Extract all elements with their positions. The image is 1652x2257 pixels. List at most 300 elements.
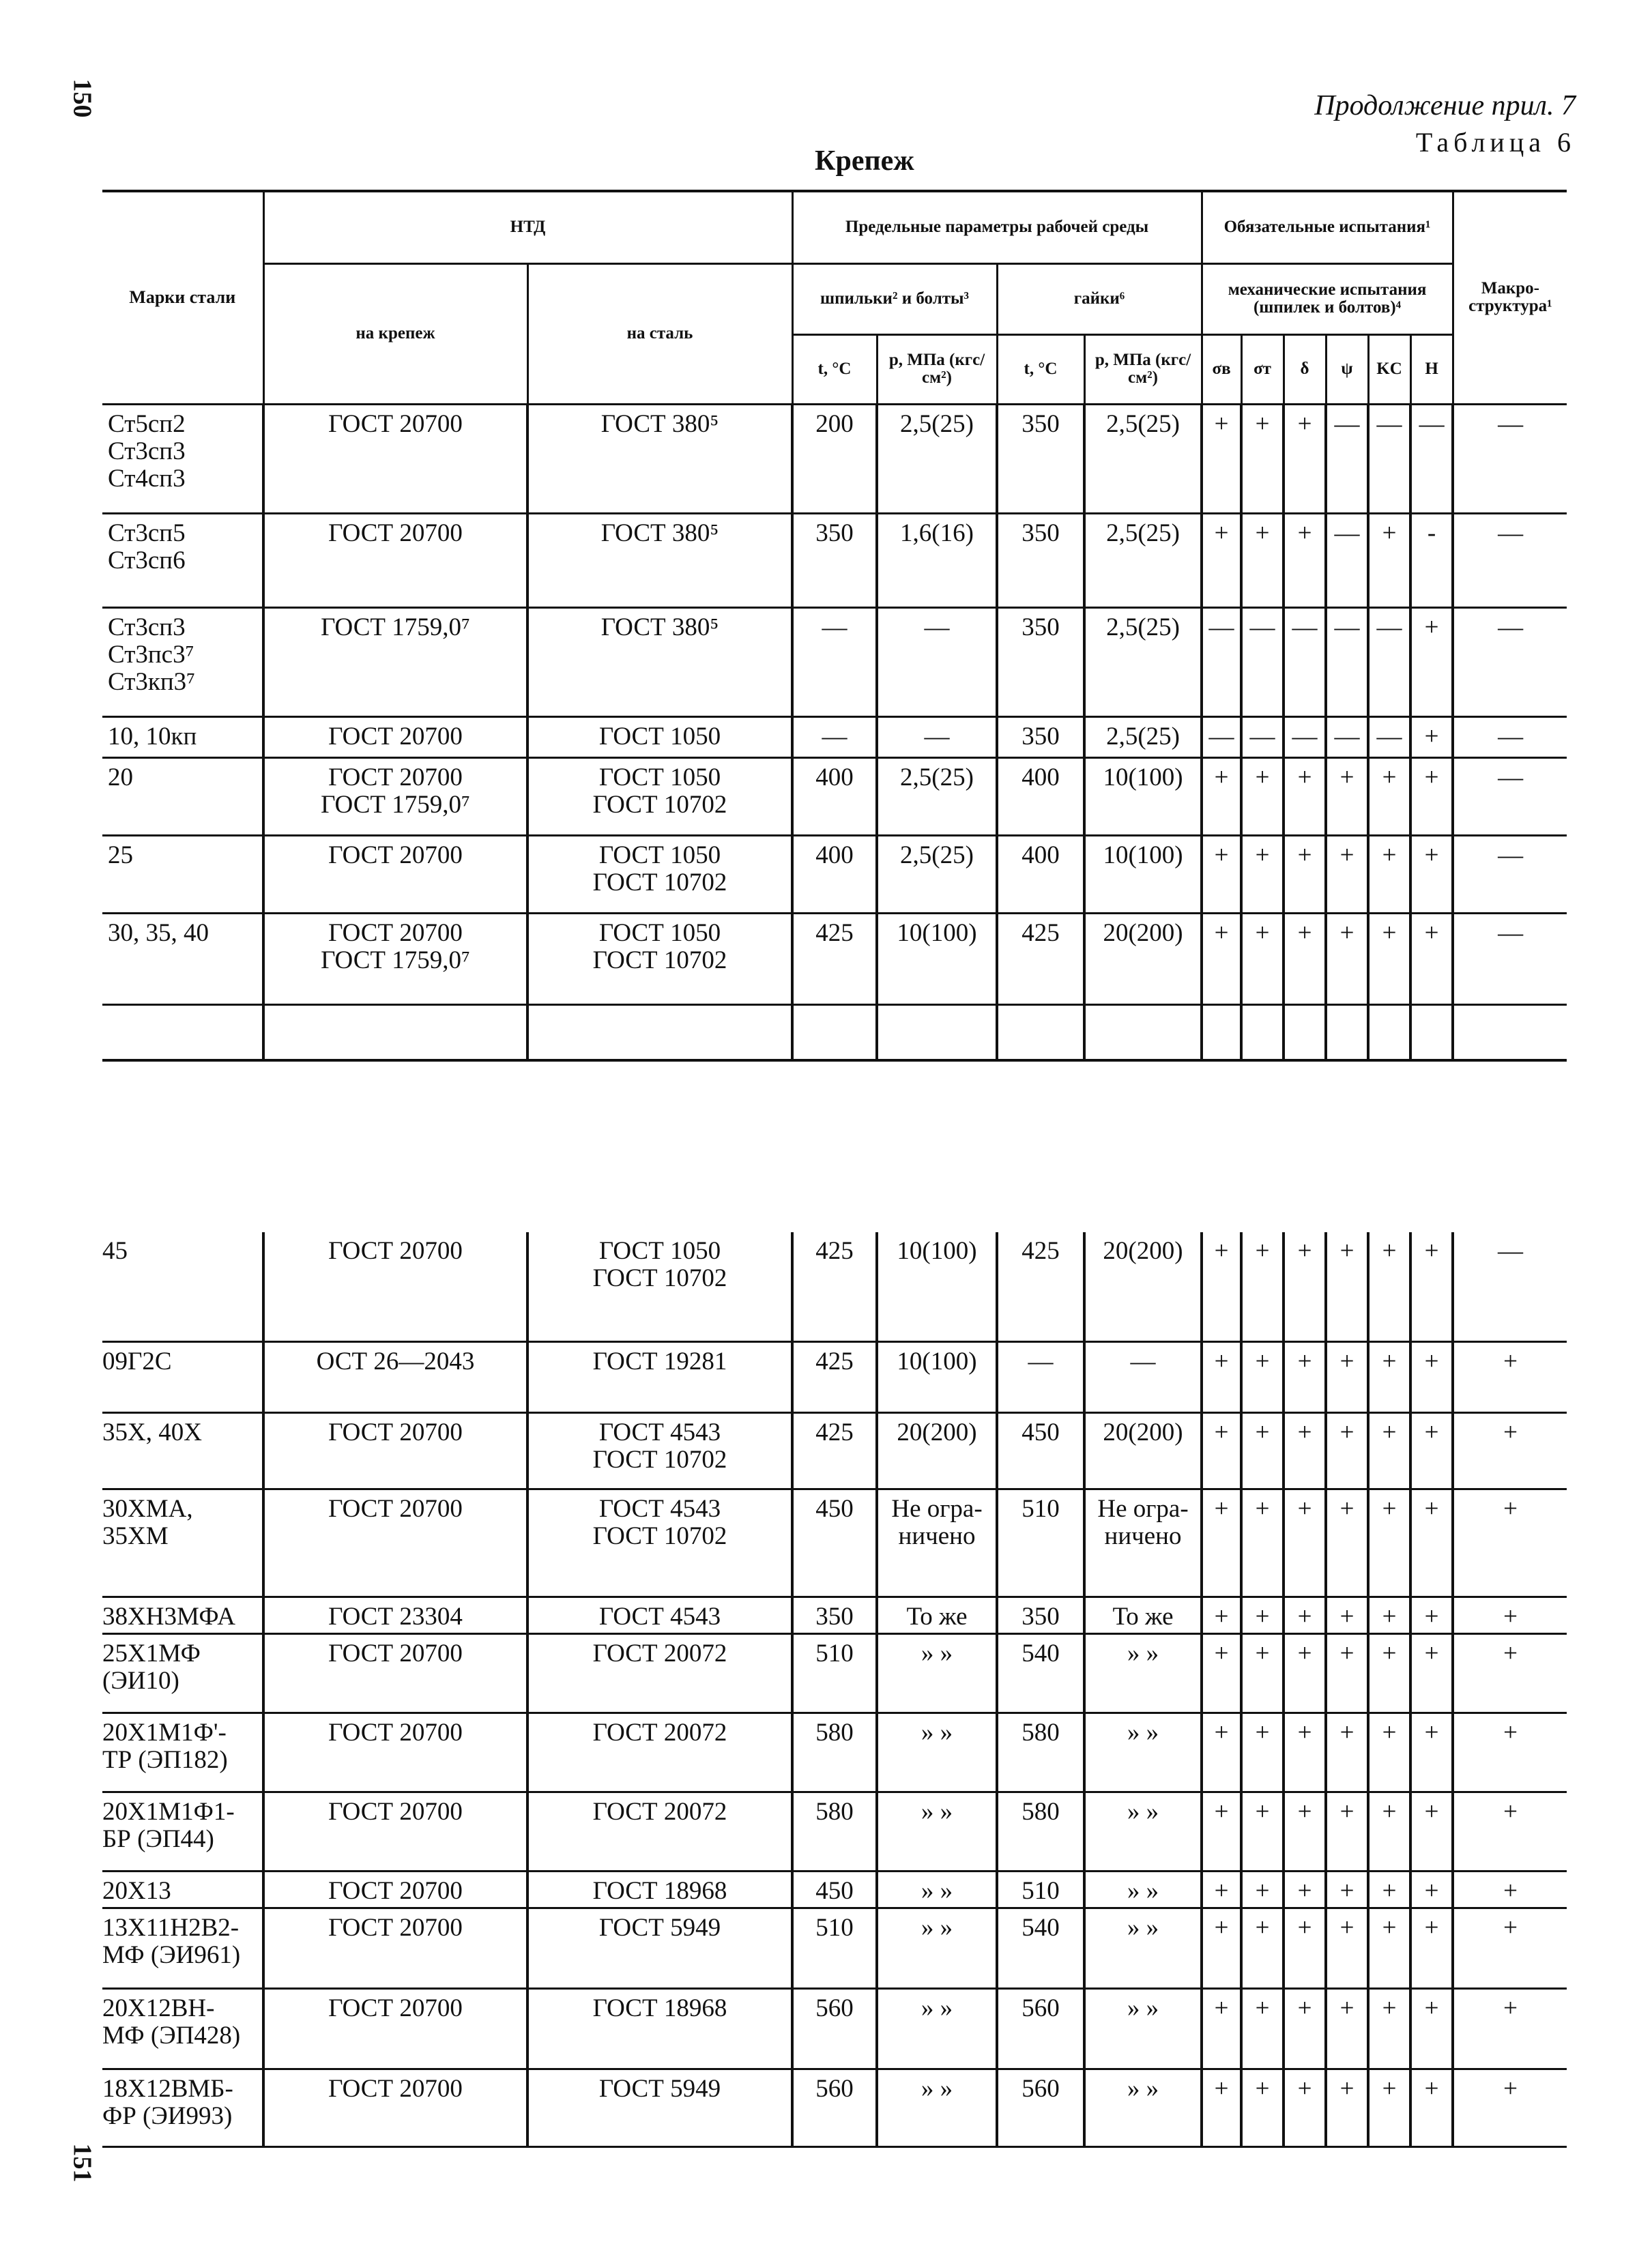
cell-t-nuts: 580 <box>997 1792 1084 1871</box>
cell-sigma-t: + <box>1241 1713 1284 1792</box>
cell-psi: — <box>1326 607 1368 716</box>
table-row <box>102 1633 1567 1713</box>
cell-t-nuts: 510 <box>997 1871 1084 1908</box>
cell-macro: — <box>1453 513 1567 607</box>
cell-delta: — <box>1284 716 1326 757</box>
cell-sigma-b: + <box>1202 1232 1241 1341</box>
cell-p-nuts: То же <box>1084 1597 1202 1633</box>
cell-macro: + <box>1453 1988 1567 2069</box>
continuation-cell <box>1368 1004 1410 1060</box>
cell-sigma-t: + <box>1241 1489 1284 1597</box>
cell-t-studs: 350 <box>792 513 877 607</box>
cell-t-nuts: 540 <box>997 1908 1084 1988</box>
table-row <box>102 835 1567 913</box>
continuation-cell <box>792 1004 877 1060</box>
cell-t-nuts: 450 <box>997 1412 1084 1489</box>
cell-macro: + <box>1453 1412 1567 1489</box>
table-row <box>102 1489 1567 1597</box>
cell-sigma-b: + <box>1202 1489 1241 1597</box>
cell-p-studs: 20(200) <box>877 1412 997 1489</box>
cell-sigma-t: + <box>1241 1792 1284 1871</box>
cell-p-studs: 10(100) <box>877 913 997 1004</box>
col-p-nuts-header: p, МПа (кгс/см²) <box>1084 334 1202 404</box>
table-caption <box>1314 87 1576 161</box>
cell-ntd-steel: ГОСТ 4543 ГОСТ 10702 <box>527 1412 792 1489</box>
cell-t-studs: 560 <box>792 1988 877 2069</box>
cell-h: + <box>1410 716 1453 757</box>
cell-macro: — <box>1453 404 1567 513</box>
cell-p-nuts: » » <box>1084 1792 1202 1871</box>
continuation-cell <box>1453 1004 1567 1060</box>
cell-delta: + <box>1284 1597 1326 1633</box>
cell-grade: 30ХМА, 35ХМ <box>102 1489 263 1597</box>
cell-t-studs: 580 <box>792 1713 877 1792</box>
cell-sigma-b: + <box>1202 1597 1241 1633</box>
cell-sigma-t: + <box>1241 404 1284 513</box>
col-ntd-steel-header: на сталь <box>527 263 792 404</box>
cell-kc: + <box>1368 1871 1410 1908</box>
cell-h: + <box>1410 1871 1453 1908</box>
cell-p-studs: » » <box>877 1988 997 2069</box>
cell-t-nuts: 350 <box>997 716 1084 757</box>
cell-sigma-t: + <box>1241 2069 1284 2146</box>
cell-p-studs: — <box>877 716 997 757</box>
cell-grade: Ст3сп3 Ст3пс3⁷ Ст3кп3⁷ <box>102 607 263 716</box>
cell-p-nuts: 2,5(25) <box>1084 404 1202 513</box>
col-tests-header: Обязательные испытания¹ <box>1202 191 1453 263</box>
cell-sigma-b: — <box>1202 716 1241 757</box>
cell-sigma-b: + <box>1202 1633 1241 1713</box>
cell-kc: + <box>1368 2069 1410 2146</box>
cell-p-nuts: 2,5(25) <box>1084 607 1202 716</box>
cell-t-studs: 425 <box>792 1232 877 1341</box>
cell-ntd-fastener: ГОСТ 20700 <box>263 513 527 607</box>
cell-ntd-fastener: ГОСТ 20700 <box>263 1908 527 1988</box>
cell-macro: + <box>1453 1489 1567 1597</box>
cell-ntd-steel: ГОСТ 380⁵ <box>527 513 792 607</box>
cell-kc: + <box>1368 1341 1410 1412</box>
cell-sigma-t: + <box>1241 1341 1284 1412</box>
col-sigma-t-header: σт <box>1241 334 1284 404</box>
page-number-top: 150 <box>68 78 97 118</box>
cell-sigma-t: + <box>1241 1597 1284 1633</box>
cell-grade: 38ХН3МФА <box>102 1597 263 1633</box>
cell-h: + <box>1410 2069 1453 2146</box>
col-delta-header: δ <box>1284 334 1326 404</box>
cell-p-studs: » » <box>877 1908 997 1988</box>
cell-sigma-t: + <box>1241 513 1284 607</box>
cell-macro: — <box>1453 835 1567 913</box>
table-row <box>102 716 1567 757</box>
cell-psi: + <box>1326 1633 1368 1713</box>
col-h-header: H <box>1410 334 1453 404</box>
cell-ntd-steel: ГОСТ 18968 <box>527 1871 792 1908</box>
cell-t-studs: 425 <box>792 1412 877 1489</box>
cell-ntd-steel: ГОСТ 19281 <box>527 1341 792 1412</box>
table-row <box>102 913 1567 1004</box>
cell-delta: — <box>1284 607 1326 716</box>
cell-p-nuts: 2,5(25) <box>1084 513 1202 607</box>
cell-sigma-b: + <box>1202 913 1241 1004</box>
cell-macro: + <box>1453 1908 1567 1988</box>
cell-h: + <box>1410 1412 1453 1489</box>
cell-p-studs: 10(100) <box>877 1232 997 1341</box>
cell-ntd-fastener: ГОСТ 20700 <box>263 1871 527 1908</box>
cell-macro: + <box>1453 1341 1567 1412</box>
cell-psi: + <box>1326 1988 1368 2069</box>
cell-ntd-fastener: ОСТ 26—2043 <box>263 1341 527 1412</box>
cell-grade: 35Х, 40Х <box>102 1412 263 1489</box>
cell-psi: + <box>1326 1871 1368 1908</box>
cell-h: + <box>1410 607 1453 716</box>
cell-macro: + <box>1453 1633 1567 1713</box>
table-top-body <box>102 404 1567 1060</box>
cell-h: + <box>1410 913 1453 1004</box>
cell-grade: 20Х13 <box>102 1871 263 1908</box>
table-row <box>102 1908 1567 1988</box>
cell-sigma-t: + <box>1241 1871 1284 1908</box>
cell-grade: Ст5сп2 Ст3сп3 Ст4сп3 <box>102 404 263 513</box>
table-row <box>102 607 1567 716</box>
cell-delta: + <box>1284 1908 1326 1988</box>
continuation-note: Продолжение прил. 7 <box>1314 90 1576 121</box>
cell-t-studs: 425 <box>792 1341 877 1412</box>
cell-p-nuts: » » <box>1084 2069 1202 2146</box>
cell-t-studs: 560 <box>792 2069 877 2146</box>
cell-kc: + <box>1368 1597 1410 1633</box>
fasteners-table-top <box>102 190 1567 1062</box>
cell-psi: + <box>1326 1341 1368 1412</box>
cell-ntd-fastener: ГОСТ 20700 <box>263 1489 527 1597</box>
col-ntd-header: НТД <box>263 191 792 263</box>
cell-kc: + <box>1368 1792 1410 1871</box>
cell-ntd-steel: ГОСТ 20072 <box>527 1792 792 1871</box>
cell-t-studs: 200 <box>792 404 877 513</box>
cell-psi: + <box>1326 1232 1368 1341</box>
col-p-studs-header: p, МПа (кгс/см²) <box>877 334 997 404</box>
col-sigma-b-header: σв <box>1202 334 1241 404</box>
cell-t-studs: 425 <box>792 913 877 1004</box>
cell-ntd-fastener: ГОСТ 20700 <box>263 1792 527 1871</box>
cell-p-studs: » » <box>877 1792 997 1871</box>
cell-kc: + <box>1368 1908 1410 1988</box>
cell-ntd-fastener: ГОСТ 20700 <box>263 835 527 913</box>
cell-ntd-fastener: ГОСТ 23304 <box>263 1597 527 1633</box>
table-row <box>102 1597 1567 1633</box>
cell-p-studs: — <box>877 607 997 716</box>
cell-ntd-fastener: ГОСТ 1759,0⁷ <box>263 607 527 716</box>
cell-delta: + <box>1284 1232 1326 1341</box>
cell-delta: + <box>1284 1713 1326 1792</box>
cell-t-studs: 350 <box>792 1597 877 1633</box>
col-psi-header: ψ <box>1326 334 1368 404</box>
cell-kc: + <box>1368 513 1410 607</box>
cell-grade: 20 <box>102 757 263 835</box>
cell-ntd-steel: ГОСТ 4543 <box>527 1597 792 1633</box>
cell-grade: 25 <box>102 835 263 913</box>
cell-t-nuts: 510 <box>997 1489 1084 1597</box>
cell-delta: + <box>1284 1341 1326 1412</box>
cell-ntd-fastener: ГОСТ 20700 <box>263 2069 527 2146</box>
cell-ntd-steel: ГОСТ 380⁵ <box>527 404 792 513</box>
continuation-cell <box>263 1004 527 1060</box>
cell-ntd-steel: ГОСТ 4543 ГОСТ 10702 <box>527 1489 792 1597</box>
cell-grade: 20Х12ВН- МФ (ЭП428) <box>102 1988 263 2069</box>
cell-delta: + <box>1284 2069 1326 2146</box>
cell-t-nuts: 350 <box>997 404 1084 513</box>
cell-t-studs: — <box>792 607 877 716</box>
cell-t-nuts: — <box>997 1341 1084 1412</box>
cell-grade: 10, 10кп <box>102 716 263 757</box>
cell-ntd-fastener: ГОСТ 20700 <box>263 1633 527 1713</box>
cell-sigma-b: + <box>1202 1988 1241 2069</box>
cell-kc: + <box>1368 757 1410 835</box>
cell-t-nuts: 425 <box>997 913 1084 1004</box>
col-ntd-fastener-header: на крепеж <box>263 263 527 404</box>
table-row <box>102 1232 1567 1341</box>
cell-sigma-b: + <box>1202 1871 1241 1908</box>
cell-delta: + <box>1284 757 1326 835</box>
cell-grade: 25Х1МФ (ЭИ10) <box>102 1633 263 1713</box>
col-t-studs-header: t, °C <box>792 334 877 404</box>
cell-psi: + <box>1326 1412 1368 1489</box>
cell-p-nuts: » » <box>1084 1633 1202 1713</box>
cell-ntd-fastener: ГОСТ 20700 <box>263 716 527 757</box>
col-grade-header: Марки стали <box>102 191 263 404</box>
cell-delta: + <box>1284 1988 1326 2069</box>
cell-t-nuts: 560 <box>997 2069 1084 2146</box>
cell-delta: + <box>1284 1412 1326 1489</box>
cell-grade: 45 <box>102 1232 263 1341</box>
cell-macro: — <box>1453 913 1567 1004</box>
cell-kc: + <box>1368 1412 1410 1489</box>
cell-sigma-t: — <box>1241 607 1284 716</box>
cell-psi: — <box>1326 513 1368 607</box>
cell-p-studs: » » <box>877 2069 997 2146</box>
cell-kc: — <box>1368 404 1410 513</box>
cell-p-nuts: » » <box>1084 1908 1202 1988</box>
table-row <box>102 1412 1567 1489</box>
cell-p-nuts: Не огра- ничено <box>1084 1489 1202 1597</box>
table-row <box>102 1871 1567 1908</box>
cell-h: + <box>1410 1489 1453 1597</box>
cell-p-nuts: 10(100) <box>1084 835 1202 913</box>
cell-ntd-fastener: ГОСТ 20700 <box>263 1713 527 1792</box>
cell-ntd-steel: ГОСТ 1050 <box>527 716 792 757</box>
cell-sigma-t: + <box>1241 1232 1284 1341</box>
cell-h: + <box>1410 835 1453 913</box>
cell-sigma-t: + <box>1241 835 1284 913</box>
cell-delta: + <box>1284 1871 1326 1908</box>
cell-p-studs: » » <box>877 1713 997 1792</box>
cell-kc: + <box>1368 1713 1410 1792</box>
cell-t-nuts: 425 <box>997 1232 1084 1341</box>
cell-kc: + <box>1368 1633 1410 1713</box>
cell-p-studs: 2,5(25) <box>877 835 997 913</box>
cell-p-nuts: 2,5(25) <box>1084 716 1202 757</box>
table-row <box>102 1341 1567 1412</box>
cell-kc: — <box>1368 607 1410 716</box>
cell-macro: — <box>1453 757 1567 835</box>
cell-ntd-fastener: ГОСТ 20700 ГОСТ 1759,0⁷ <box>263 913 527 1004</box>
table-row <box>102 757 1567 835</box>
cell-p-studs: » » <box>877 1871 997 1908</box>
cell-psi: + <box>1326 1489 1368 1597</box>
cell-p-studs: 2,5(25) <box>877 404 997 513</box>
cell-grade: 18Х12ВМБ- ФР (ЭИ993) <box>102 2069 263 2146</box>
cell-grade: 20Х1М1Ф1- БР (ЭП44) <box>102 1792 263 1871</box>
cell-h: + <box>1410 1713 1453 1792</box>
cell-psi: + <box>1326 2069 1368 2146</box>
table-row <box>102 404 1567 513</box>
cell-macro: + <box>1453 1871 1567 1908</box>
cell-delta: + <box>1284 913 1326 1004</box>
cell-sigma-b: + <box>1202 1341 1241 1412</box>
cell-sigma-t: + <box>1241 1988 1284 2069</box>
cell-ntd-steel: ГОСТ 1050 ГОСТ 10702 <box>527 1232 792 1341</box>
cell-h: + <box>1410 1232 1453 1341</box>
cell-ntd-steel: ГОСТ 18968 <box>527 1988 792 2069</box>
cell-psi: + <box>1326 1792 1368 1871</box>
cell-delta: + <box>1284 404 1326 513</box>
cell-kc: + <box>1368 1988 1410 2069</box>
cell-t-studs: 510 <box>792 1633 877 1713</box>
cell-sigma-t: + <box>1241 913 1284 1004</box>
cell-p-studs: 1,6(16) <box>877 513 997 607</box>
cell-kc: + <box>1368 913 1410 1004</box>
cell-sigma-b: — <box>1202 607 1241 716</box>
cell-macro: + <box>1453 2069 1567 2146</box>
cell-t-studs: 400 <box>792 757 877 835</box>
cell-ntd-steel: ГОСТ 380⁵ <box>527 607 792 716</box>
cell-ntd-steel: ГОСТ 5949 <box>527 2069 792 2146</box>
cell-grade: 13Х11Н2В2- МФ (ЭИ961) <box>102 1908 263 1988</box>
continuation-cell <box>997 1004 1084 1060</box>
cell-p-studs: » » <box>877 1633 997 1713</box>
continuation-cell <box>1241 1004 1284 1060</box>
cell-grade: Ст3сп5 Ст3сп6 <box>102 513 263 607</box>
cell-ntd-steel: ГОСТ 1050 ГОСТ 10702 <box>527 913 792 1004</box>
col-t-nuts-header: t, °C <box>997 334 1084 404</box>
cell-t-nuts: 400 <box>997 757 1084 835</box>
continuation-cell <box>527 1004 792 1060</box>
cell-delta: + <box>1284 835 1326 913</box>
cell-sigma-b: + <box>1202 1908 1241 1988</box>
cell-p-studs: 2,5(25) <box>877 757 997 835</box>
table-row <box>102 1792 1567 1871</box>
cell-sigma-t: — <box>1241 716 1284 757</box>
cell-p-nuts: » » <box>1084 1988 1202 2069</box>
col-studs-header: шпильки² и болты³ <box>792 263 997 334</box>
cell-t-studs: 400 <box>792 835 877 913</box>
continuation-cell <box>1326 1004 1368 1060</box>
col-nuts-header: гайки⁶ <box>997 263 1202 334</box>
continuation-cell <box>1084 1004 1202 1060</box>
cell-h: + <box>1410 1597 1453 1633</box>
cell-t-nuts: 350 <box>997 607 1084 716</box>
table-row <box>102 2069 1567 2146</box>
cell-psi: + <box>1326 1908 1368 1988</box>
col-env-header: Предельные параметры рабочей среды <box>792 191 1202 263</box>
cell-macro: + <box>1453 1597 1567 1633</box>
cell-sigma-t: + <box>1241 1412 1284 1489</box>
cell-h: + <box>1410 1988 1453 2069</box>
cell-delta: + <box>1284 1633 1326 1713</box>
cell-h: - <box>1410 513 1453 607</box>
continuation-cell <box>1202 1004 1241 1060</box>
cell-p-studs: Не огра- ничено <box>877 1489 997 1597</box>
cell-sigma-b: + <box>1202 835 1241 913</box>
cell-sigma-b: + <box>1202 1713 1241 1792</box>
cell-ntd-steel: ГОСТ 5949 <box>527 1908 792 1988</box>
col-macro-header: Макро-структура¹ <box>1453 191 1567 404</box>
col-kc-header: KC <box>1368 334 1410 404</box>
cell-kc: + <box>1368 1489 1410 1597</box>
cell-t-studs: 450 <box>792 1489 877 1597</box>
cell-t-nuts: 350 <box>997 1597 1084 1633</box>
cell-psi: — <box>1326 404 1368 513</box>
cell-ntd-steel: ГОСТ 20072 <box>527 1633 792 1713</box>
cell-ntd-steel: ГОСТ 1050 ГОСТ 10702 <box>527 835 792 913</box>
cell-p-nuts: — <box>1084 1341 1202 1412</box>
cell-macro: — <box>1453 716 1567 757</box>
fasteners-table-bottom <box>102 1232 1567 2148</box>
cell-sigma-b: + <box>1202 513 1241 607</box>
cell-sigma-b: + <box>1202 757 1241 835</box>
cell-kc: + <box>1368 835 1410 913</box>
cell-ntd-steel: ГОСТ 20072 <box>527 1713 792 1792</box>
cell-grade: 30, 35, 40 <box>102 913 263 1004</box>
table-number: Таблица 6 <box>1415 127 1576 158</box>
cell-sigma-t: + <box>1241 757 1284 835</box>
col-mech-header: механические испытания (шпилек и болтов)⁴ <box>1202 263 1453 334</box>
cell-ntd-fastener: ГОСТ 20700 <box>263 1232 527 1341</box>
cell-t-studs: 450 <box>792 1871 877 1908</box>
cell-p-nuts: » » <box>1084 1713 1202 1792</box>
cell-ntd-fastener: ГОСТ 20700 ГОСТ 1759,0⁷ <box>263 757 527 835</box>
table-bottom-body <box>102 1232 1567 2146</box>
table-row <box>102 1988 1567 2069</box>
table-continuation-row <box>102 1004 1567 1060</box>
cell-ntd-fastener: ГОСТ 20700 <box>263 1412 527 1489</box>
cell-psi: + <box>1326 913 1368 1004</box>
cell-p-studs: То же <box>877 1597 997 1633</box>
cell-t-studs: 580 <box>792 1792 877 1871</box>
cell-ntd-steel: ГОСТ 1050 ГОСТ 10702 <box>527 757 792 835</box>
cell-sigma-b: + <box>1202 1412 1241 1489</box>
cell-p-studs: 10(100) <box>877 1341 997 1412</box>
cell-macro: — <box>1453 607 1567 716</box>
cell-t-nuts: 540 <box>997 1633 1084 1713</box>
cell-p-nuts: 20(200) <box>1084 913 1202 1004</box>
cell-t-studs: 510 <box>792 1908 877 1988</box>
cell-h: + <box>1410 1341 1453 1412</box>
cell-h: + <box>1410 757 1453 835</box>
cell-p-nuts: 10(100) <box>1084 757 1202 835</box>
cell-delta: + <box>1284 513 1326 607</box>
cell-h: — <box>1410 404 1453 513</box>
cell-t-nuts: 400 <box>997 835 1084 913</box>
cell-p-nuts: 20(200) <box>1084 1232 1202 1341</box>
cell-h: + <box>1410 1908 1453 1988</box>
continuation-cell <box>1284 1004 1326 1060</box>
cell-grade: 20Х1М1Ф'- ТР (ЭП182) <box>102 1713 263 1792</box>
cell-t-nuts: 560 <box>997 1988 1084 2069</box>
cell-delta: + <box>1284 1489 1326 1597</box>
cell-sigma-t: + <box>1241 1633 1284 1713</box>
cell-h: + <box>1410 1792 1453 1871</box>
cell-sigma-t: + <box>1241 1908 1284 1988</box>
